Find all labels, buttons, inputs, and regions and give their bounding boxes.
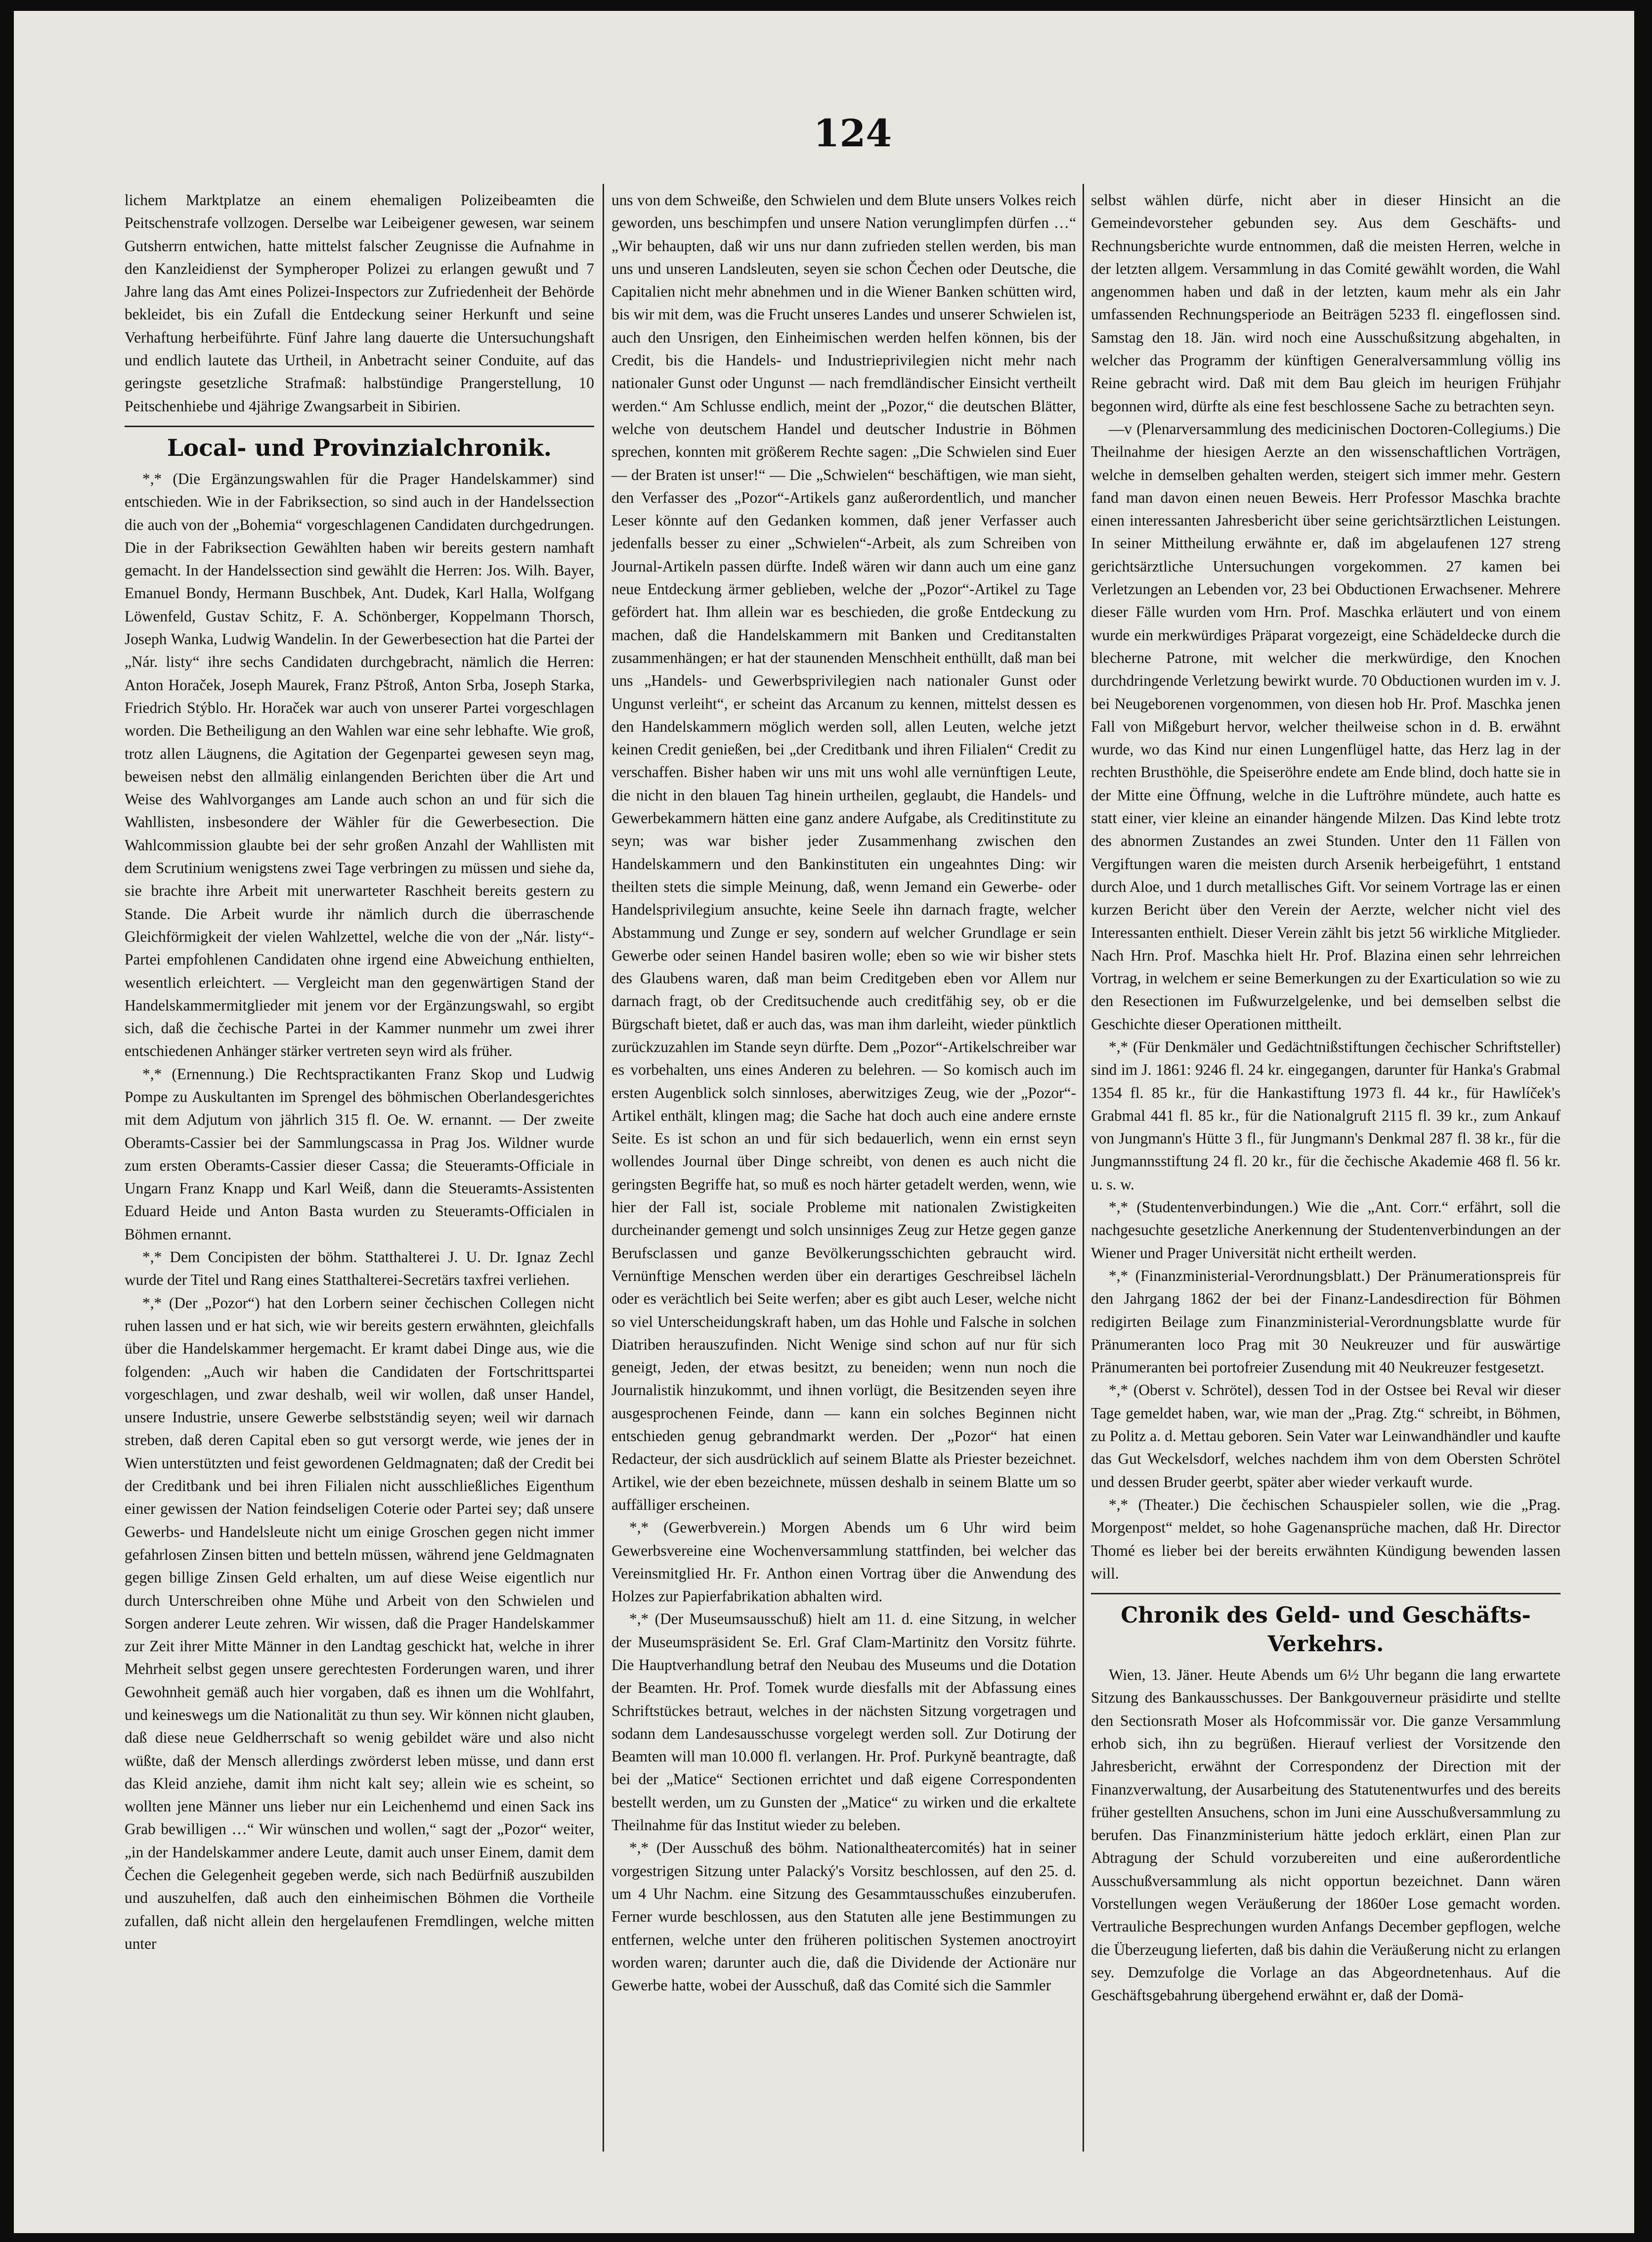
- news-item: —v (Plenarversammlung des medicinischen Doctoren-Collegiums.) Die Theilnahme der hiesigen Aerzte an den wissenschaftlichen Vorträgen, welche in demselben gehalten werden, steigert sich immer mehr. Gestern fand man davon einen neuen Beweis. Herr Professor Maschka brachte einen interessanten Jahresbericht über seine gerichtsärztlichen Leistungen. In seiner Mittheilung erwähnte er, daß im abgelaufenen 127 streng gerichtsärztliche Untersuchungen vorgekommen. 27 kamen bei Verletzungen an Lebenden vor, 23 bei Obductionen Erwachsener. Mehrere dieser Fälle wurden vom Hrn. Prof. Maschka erläutert und von einem wurde ein merkwürdiges Präparat vorgezeigt, eine Schädeldecke durch die blecherne Patrone, mit welcher die merkwürdige, den Knochen durchdringende Verletzung bewirkt wurde. 70 Obductionen wurden im v. J. bei Neugeborenen vorgenommen, von diesen hob Hr. Prof. Maschka jenen Fall von Mißgeburt hervor, welcher theilweise schon in d. B. erwähnt wurde, wo das Kind nur einen Lungenflügel hatte, das Herz lag in der rechten Brusthöhle, die Speiseröhre endete am Ende blind, doch hatte sie in der Mitte eine Öffnung, welche in die Luftröhre mündete, auch hatte es statt einer, vier kleine an einander hängende Milzen. Das Kind lebte trotz des abnormen Zustandes an zwei Stunden. Unter den 11 Fällen von Vergiftungen waren die meisten durch Arsenik herbeigeführt, 1 entstand durch Aloe, und 1 durch metallisches Gift. Vor seinem Vortrage las er einen kurzen Bericht über den Verein der Aerzte, welcher nicht viel des Interessanten enthielt. Dieser Verein zählt bis jetzt 56 wirkliche Mitglieder. Nach Hrn. Prof. Maschka hielt Hr. Prof. Blazina einen sehr lehrreichen Vortrag, in welchem er seine Bemerkungen zu der Exarticulation so wie zu den Resectionen im Fußwurzelgelenke, und bei demselben selbst die Geschichte dieser Operationen mittheilt.: [1091, 420, 1561, 1033]
- column-divider: [1083, 184, 1084, 2152]
- news-item: *,* (Theater.) Die čechischen Schauspieler sollen, wie die „Prag. Morgenpost“ meldet, so hohe Gagenansprüche machen, daß Hr. Director Thomé es lieber bei der bereits erwähnten Kündigung bewenden lassen will.: [1091, 1495, 1561, 1582]
- news-item: *,* (Oberst v. Schrötel), dessen Tod in der Ostsee bei Reval wir dieser Tage gemeldet haben, war, wie man der „Prag. Ztg.“ schreibt, in Böhmen, zu Politz a. d. Mettau geboren. Sein Vater war Leinwandhändler und kaufte das Gut Weckelsdorf, welches nachdem ihm von dem Obersten Schrötel und dessen Bruder geerbt, später aber wieder verkauft wurde.: [1091, 1381, 1561, 1491]
- news-item: *,* (Der „Pozor“) hat den Lorbern seiner čechischen Collegen nicht ruhen lassen und er hat sich, wie wir bereits gestern erwähnten, gleichfalls über die Handelskammer hergemacht. Er kramt dabei Dinge aus, wie die folgenden: „Auch wir haben die Candidaten der Fortschrittspartei vorgeschlagen, und zwar deshalb, weil wir wollen, daß unser Handel, unsere Industrie, unsere Gewerbe selbstständig seyen; weil wir darnach streben, daß deren Capital eben so gut versorgt werde, wie jenes der in Wien unterstützten und feist gewordenen Geldmagnaten; daß der Credit bei der Creditbank und bei ihren Filialen nicht ausschließliches Eigenthum einer gewissen der Nation feindseligen Coterie oder Partei sey; daß unsere Gewerbs- und Handelsleute nicht um einige Groschen gegen nicht immer gefahrlosen Zinsen bitten und betteln müssen, während jene Geldmagnaten gegen billige Zinsen Geld erhalten, um auf diese Weise eigentlich nur durch Unterschreiben ohne Mühe und Arbeit von den Schwielen und Sorgen anderer Leute zehren. Wir wissen, daß die Prager Handelskammer zur Zeit ihrer Mitte Männer in den Landtag geschickt hat, welche in ihrer Mehrheit selbst gegen unsere gerechtesten Forderungen waren, und ihrer Gewohnheit gemäß auch hier vorgaben, daß es ihnen um die Wohlfahrt, und keineswegs um die Nationalität zu thun sey. Wir können nicht glauben, daß diese neue Geldherrschaft so wenig gebildet wäre und also nicht wüßte, daß der Mensch allerdings zwörderst leben müsse, und dann erst das Kleid anziehe, damit ihm nicht kalt sey; allein wie es scheint, so wollten jene Männer uns lieber nur ein Leichenhemd und einen Sack ins Grab bewilligen …“ Wir wünschen und wollen,“ sagt der „Pozor“ weiter, „in der Handelskammer andere Leute, damit auch unser Einem, damit dem Čechen die Gelegenheit gegeben werde, sich nach Bedürfniß auszubilden und auszuhelfen, daß auch den einheimischen Böhmen die Vortheile zufallen, daß nicht allein den hergelaufenen Fremdlingen, welche mitten unter: [125, 1294, 594, 1952]
- news-item: *,* Dem Concipisten der böhm. Statthalterei J. U. Dr. Ignaz Zechl wurde der Titel und Rang eines Statthalterei-Secretärs taxfrei verliehen.: [125, 1248, 594, 1289]
- news-item: *,* (Der Ausschuß des böhm. Nationaltheatercomités) hat in seiner vorgestrigen Sitzung unter Palacký's Vorsitz beschlossen, auf den 25. d. um 4 Uhr Nachm. eine Sitzung des Gesammtausschußes einzuberufen. Ferner wurde beschlossen, aus den Statuten alle jene Bestimmungen zu entfernen, welche unter den früheren politischen Systemen anoctroyirt worden waren; darunter auch die, daß die Dividende der Actionäre nur Gewerbe hatte, wobei der Ausschuß, daß das Comité sich die Sammler: [611, 1839, 1076, 1994]
- section-heading-local-chronicle: Local- und Provinzialchronik.: [125, 426, 594, 463]
- column-divider: [603, 184, 604, 2152]
- page-number: 124: [813, 111, 892, 155]
- column-middle: [611, 189, 1076, 1997]
- section-heading-money-business-chronicle: Chronik des Geld- und Geschäfts-Verkehrs.: [1091, 1593, 1561, 1659]
- article-continuation: lichem Marktplatze an einem ehemaligen Polizeibeamten die Peitschenstrafe vollzogen. Derselbe war Leibeigener gewesen, war seinem Gutsherrn entwichen, hatte mittelst falscher Zeugnisse die Aufnahme in den Kanzleidienst der Sympheroper Polizei zu erlangen gewußt und 7 Jahre lang das Amt eines Polizei-Inspectors zur Zufriedenheit der Behörde bekleidet, bis ein Zufall die Entdeckung seiner Herkunft und seine Verhaftung herbeiführte. Fünf Jahre lang dauerte die Untersuchungshaft und endlich lautete das Urtheil, in Anbetracht seiner Conduite, auf das geringste gesetzliche Strafmaß: halbstündige Prangerstellung, 10 Peitschenhiebe und 4jährige Zwangsarbeit in Sibirien.: [125, 191, 594, 415]
- news-item: *,* (Die Ergänzungswahlen für die Prager Handelskammer) sind entschieden. Wie in der Fabriksection, so sind auch in der Handelssection die auch von der „Bohemia“ vorgeschlagenen Candidaten durchgedrungen. Die in der Fabriksection Gewählten haben wir bereits gestern namhaft gemacht. In der Handelssection sind gewählt die Herren: Jos. Wilh. Bayer, Emanuel Bondy, Hermann Buschbek, Ant. Dudek, Karl Halla, Wolfgang Löwenfeld, Gustav Schitz, F. A. Schönberger, Koppelmann Thorsch, Joseph Wanka, Ludwig Wandelin. In der Gewerbesection hat die Partei der „Nár. listy“ ihre sechs Candidaten durchgebracht, nämlich die Herren: Anton Horaček, Joseph Maurek, Franz Pštroß, Anton Srba, Joseph Starka, Friedrich Stýblo. Hr. Horaček war auch von unserer Partei vorgeschlagen worden. Die Betheiligung an den Wahlen war eine sehr lebhafte. Wie groß, trotz allen Läugnens, die Agitation der Gegenpartei gewesen seyn mag, beweisen nebst den allmälig einlangenden Berichten über die Art und Weise des Wahlvorganges am Lande auch schon an und für sich die Wahllisten, insbesondere der Wähler für die Gewerbesection. Die Wahlcommission glaubte bei der sehr großen Anzahl der Wahllisten mit dem Scrutinium wenigstens zwei Tage verbringen zu müssen und siehe da, sie brachte ihre Arbeit mit unerwarteter Raschheit bereits gestern zu Stande. Die Arbeit wurde ihr nämlich durch die überraschende Gleichförmigkeit der vielen Wahlzettel, welche die von der „Nár. listy“-Partei empfohlenen Candidaten ohne irgend eine Abweichung enthielten, wesentlich erleichtert. — Vergleicht man den gegenwärtigen Stand der Handelskammermitglieder mit jenem vor der Ergänzungswahl, so ergibt sich, daß die čechische Partei in der Kammer nunmehr um zwei ihrer entschiedenen Anhänger stärker vertreten seyn wird als früher.: [125, 470, 594, 1060]
- news-item: uns von dem Schweiße, den Schwielen und dem Blute unsers Volkes reich geworden, uns beschimpfen und unsere Nation verunglimpfen dürfen …“ „Wir behaupten, daß wir uns nur dann zufrieden stellen werden, bis man uns und unseren Landsleuten, seyen sie schon Čechen oder Deutsche, die Capitalien nicht mehr abnehmen und in die Wiener Banken schütten wird, bis wir mit dem, was die Frucht unseres Landes und unserer Schwielen ist, auch den Unsrigen, den Einheimischen werden helfen können, bis der Credit, bis die Handels- und Industrieprivilegien nicht mehr nach nationaler Gunst oder Ungunst — nach fremdländischer Einsicht vertheilt werden.“ Am Schlusse endlich, meint der „Pozor,“ die deutschen Blätter, welche von deutschem Handel und deutscher Industrie in Böhmen sprechen, konnten mit größerem Rechte sagen: „Die Schwielen sind Euer — der Braten ist unser!“ — Die „Schwielen“ beschäftigen, wie man sieht, den Verfasser des „Pozor“-Artikels ganz außerordentlich, und mancher Leser könnte auf den Gedanken kommen, daß jener Verfasser auch jedenfalls besser zu einer „Schwielen“-Arbeit, als zum Schreiben von Journal-Artikeln passen dürfte. Indeß wären wir dann auch um eine ganz neue Entdeckung ärmer geblieben, welche der „Pozor“-Artikel zu Tage gefördert hat. Ihm allein war es beschieden, die große Entdeckung zu machen, daß die Handelskammern mit Banken und Creditanstalten zusammenhängen; er hat der staunenden Menschheit enthüllt, daß man bei uns „Handels- und Gewerbsprivilegien nach nationaler Gunst oder Ungunst verleiht“, er scheint das Arcanum zu kennen, mittelst dessen es den Handelskammern möglich werden soll, allen Leuten, welche jetzt keinen Credit genießen, bei „der Creditbank und ihren Filialen“ Credit zu verschaffen. Bisher haben wir uns mit uns wohl alle vernünftigen Leute, die nicht in den blauen Tag hinein urtheilen, geglaubt, die Handels- und Gewerbekammern hätten eine ganz andere Aufgabe, als Creditinstitute zu seyn; was war bisher jeder Zusammenhang zwischen den Handelskammern und den Bankinstituten ein ungeahntes Ding: wir theilten stets die simple Meinung, daß, wenn Jemand ein Gewerbe- oder Handelsprivilegium ansuchte, keine Seele ihn darnach fragte, welcher Abstammung und Zunge er sey, sondern auf welcher Grundlage er sein Gewerbe oder seinen Handel basiren wolle; eben so wie wir bisher stets des Glaubens waren, daß man beim Creditgeben eben vor Allem nur darnach fragt, ob der Creditsuchende auch creditfähig sey, ob er die Bürgschaft bietet, daß er auch das, was man ihm darleiht, wieder pünktlich zurückzuzahlen im Stande seyn dürfte. Dem „Pozor“-Artikelschreiber war es vorbehalten, uns eines Anderen zu belehren. — So komisch auch im ersten Augenblick solch sinnloses, aberwitziges Zeug, wie der „Pozor“-Artikel enthält, klingen mag; die Sache hat doch auch eine andere ernste Seite. Es ist schon an und für sich bedauerlich, wenn ein ernst seyn wollendes Journal über Dinge schreibt, von denen es auch nicht die geringsten Begriffe hat, so muß es noch härter getadelt werden, wenn, wie hier der Fall ist, sociale Probleme mit nationalen Zwistigkeiten durcheinander gemengt und solch unsinniges Zeug zur Hetze gegen ganze Berufsclassen und ganze Bevölkerungsschichten gebraucht wird. Vernünftige Menschen werden über ein derartiges Geschreibsel lächeln oder es verächtlich bei Seite werfen; aber es gibt auch Leser, welche nicht so viel Unterscheidungskraft haben, um das Hohle und Falsche in solchen Diatriben herauszufinden. Nicht Wenige sind schon auf nur für sich geneigt, Jeden, der etwas besitzt, zu beneiden; wenn nun noch die Journalistik hinzukommt, und ihnen vorlügt, die Besitzenden seyen ihre ausgesprochenen Feinde, dann — kann ein solches Beginnen nicht entschieden genug gebrandmarkt werden. Der „Pozor“ hat einen Redacteur, der sich ausdrücklich auf seinem Blatte als Priester bezeichnet. Artikel, wie der eben bezeichnete, müssen deshalb in seinem Blatte um so auffälliger erscheinen.: [611, 191, 1076, 1513]
- news-item: *,* (Der Museumsausschuß) hielt am 11. d. eine Sitzung, in welcher der Museumspräsident Se. Erl. Graf Clam-Martinitz den Vorsitz führte. Die Hauptverhandlung betraf den Neubau des Museums und die Dotation der Beamten. Hr. Prof. Tomek wurde diesfalls mit der Abfassung eines Schriftstückes betraut, welches in der nächsten Sitzung vorgetragen und sodann dem Landesausschusse vorgelegt werden soll. Zur Dotirung der Beamten will man 10.000 fl. verlangen. Hr. Prof. Purkyně beantragte, daß bei der „Matice“ Sectionen errichtet und daß eigene Correspondenten bestellt werden, um zu Gunsten der „Matice“ zu wirken und die erkaltete Theilnahme für das Institut wieder zu beleben.: [611, 1610, 1076, 1834]
- news-item: *,* (Für Denkmäler und Gedächtnißstiftungen čechischer Schriftsteller) sind im J. 1861: 9246 fl. 24 kr. eingegangen, darunter für Hanka's Grabmal 1354 fl. 85 kr., für die Hankastiftung 1973 fl. 44 kr., für Hawlíček's Grabmal 441 fl. 85 kr., für die Nationalgruft 2115 fl. 39 kr., zum Ankauf von Jungmann's Hütte 3 fl., für Jungmann's Denkmal 287 fl. 38 kr., für die Jungmannsstiftung 24 fl. 20 kr., für die čechische Akademie 468 fl. 56 kr. u. s. w.: [1091, 1038, 1561, 1193]
- news-item: *,* (Ernennung.) Die Rechtspractikanten Franz Skop und Ludwig Pompe zu Auskultanten im Sprengel des böhmischen Oberlandesgerichtes mit dem Adjutum von jährlich 315 fl. Oe. W. ernannt. — Der zweite Oberamts-Cassier bei der Sammlungscassa in Prag Jos. Wildner wurde zum ersten Oberamts-Cassier dieser Cassa; die Steueramts-Officiale in Ungarn Franz Knapp und Karl Weiß, dann die Steueramts-Assistenten Eduard Heide und Anton Basta wurden zu Steueramts-Officialen in Böhmen ernannt.: [125, 1065, 594, 1243]
- news-item: *,* (Studentenverbindungen.) Wie die „Ant. Corr.“ erfährt, soll die nachgesuchte gesetzliche Anerkennung der Studentenverbindungen an der Wiener und Prager Universität nicht ertheilt werden.: [1091, 1198, 1561, 1262]
- column-left: [125, 189, 594, 1955]
- news-item: *,* (Gewerbverein.) Morgen Abends um 6 Uhr wird beim Gewerbsvereine eine Wochenversammlung stattfinden, bei welcher das Vereinsmitglied Hr. Fr. Anthon einen Vortrag über die Anwendung des Holzes zur Papierfabrikation abhalten wird.: [611, 1519, 1076, 1605]
- news-item: *,* (Finanzministerial-Verordnungsblatt.) Der Pränumerationspreis für den Jahrgang 1862 der bei der Finanz-Landesdirection für Böhmen redigirten Beilage zum Finanzministerial-Verordnungsblatte wurde für Pränumeranten loco Prag mit 30 Neukreuzer und für auswärtige Pränumeranten bei portofreier Zusendung mit 40 Neukreuzer festgesetzt.: [1091, 1267, 1561, 1376]
- news-item: Wien, 13. Jäner. Heute Abends um 6½ Uhr begann die lang erwartete Sitzung des Bankausschusses. Der Bankgouverneur präsidirte und stellte den Sectionsrath Moser als Hofcommissär vor. Die ganze Versammlung erhob sich, ihn zu begrüßen. Hierauf verliest der Vorsitzende den Jahresbericht, erwähnt der Correspondenz der Direction mit der Finanzverwaltung, der Ausarbeitung des Statutenentwurfes und des bereits früher gestellten Ansuchens, schon im Juni eine Ausschußversammlung zu berufen. Das Finanzministerium hätte jedoch erklärt, einen Plan zur Abtragung der Schuld vorzubereiten und eine außerordentliche Ausschußversammlung als nicht opportun bezeichnet. Dann wären Vorstellungen wegen Veräußerung der 1860er Lose gemacht worden. Vertrauliche Besprechungen wurden Anfangs December gepflogen, welche die Überzeugung lieferten, daß bis dahin die Veräußerung nicht zu erlangen sey. Demzufolge die Vorlage an das Abgeordnetenhaus. Auf die Geschäftsgebahrung übergehend erwähnt er, daß der Domä-: [1091, 1666, 1561, 2004]
- column-right: [1091, 189, 1561, 2007]
- news-item: selbst wählen dürfe, nicht aber in dieser Hinsicht an die Gemeindevorsteher gebunden sey. Aus dem Geschäfts- und Rechnungsberichte wurde entnommen, daß die meisten Herren, welche in der letzten allgem. Versammlung in das Comité gewählt worden, die Wahl angenommen haben und daß in der letzten, kaum mehr als ein Jahr umfassenden Rechnungsperiode an Beiträgen 5233 fl. eingeflossen sind. Samstag den 18. Jän. wird noch eine Ausschußsitzung abgehalten, in welcher das Programm der künftigen Generalversammlung völlig ins Reine gebracht wird. Daß mit dem Bau gleich im heurigen Frühjahr begonnen wird, dürfte als eine fest beschlossene Sache zu betrachten seyn.: [1091, 191, 1561, 415]
